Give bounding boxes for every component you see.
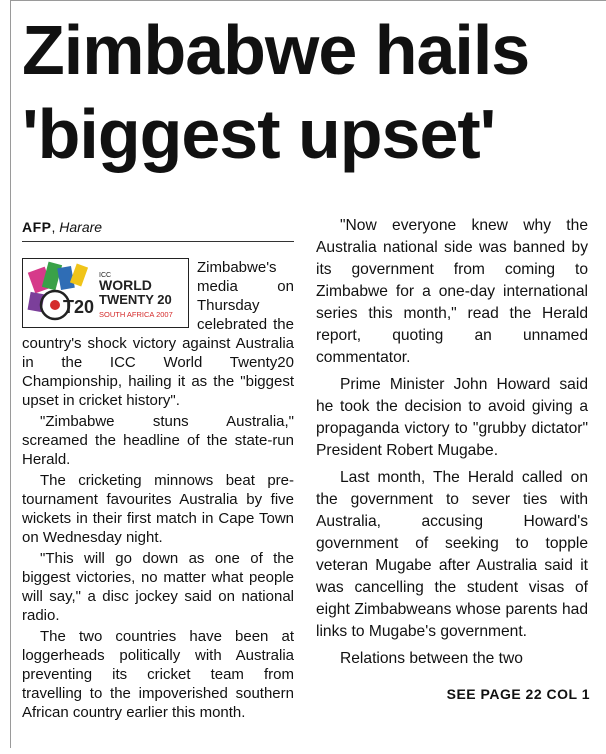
left-paragraph: "This will go down as one of the biggest victories, no matter what people will say," a disc jockey said on national radio.: [22, 550, 294, 624]
left-paragraph: "Zimbabwe stuns Australia," screamed the headline of the state-run Herald.: [22, 413, 294, 468]
byline-rule: [22, 241, 294, 242]
left-paragraph: The cricketing minnows beat pre-tournament favourites Australia by five wickets in their first match in Cape Town on Wednesday night.: [22, 472, 294, 546]
right-paragraph: "Now everyone knew why the Australia national side was banned by its government from coming to Zimbabwe for a one-day international series this month," read the Herald report, quoting an unnamed commentator.: [316, 217, 588, 366]
logo-world-text: WORLD: [99, 277, 152, 293]
right-paragraph: Relations between the two: [340, 650, 523, 667]
world-twenty20-logo: [22, 258, 189, 328]
left-paragraphs: [22, 412, 294, 722]
byline-agency: AFP: [22, 219, 52, 235]
headline-line-1: Zimbabwe hails: [22, 11, 530, 89]
t20-mark-text: T20: [63, 297, 95, 317]
byline: AFP, Harare: [22, 219, 103, 235]
right-paragraphs: [316, 215, 588, 670]
lead-paragraph: Zimbabwe's media on Thursday celebrated the country's shock victory against Australia in the ICC World Twenty20 Championship, hailing it as the "biggest upset in cricket history".: [22, 259, 294, 409]
continuation-jump: SEE PAGE 22 COL 1: [446, 686, 590, 702]
logo-region-text: SOUTH AFRICA 2007: [99, 310, 173, 319]
logo-twenty20-text: TWENTY 20: [99, 292, 172, 307]
article-column-right: [316, 215, 588, 675]
article-column-left: [22, 258, 294, 724]
page-frame-left: [10, 0, 12, 748]
page-frame-top: [10, 0, 606, 2]
logo-icc-text: ICC: [99, 272, 112, 279]
right-paragraph: Prime Minister John Howard said he took the decision to avoid giving a propaganda victory to "grubby dictator" President Robert Mugabe.: [316, 376, 588, 459]
headline: [22, 8, 602, 176]
byline-place: Harare: [59, 219, 103, 235]
left-paragraph: The two countries have been at loggerheads politically with Australia preventing its cricket team from travelling to the impoverished southern African country earlier this month.: [22, 628, 294, 721]
world-twenty20-logo-graphic: [23, 259, 188, 327]
right-paragraph: Last month, The Herald called on the government to sever ties with Australia, accusing Howard's government of seeking to topple veteran Mugabe after Australia said it was cancelling the student visas of eight Zimbabweans whose parents had links to Mugabe's government.: [316, 469, 588, 640]
headline-line-2: 'biggest upset': [22, 95, 496, 173]
